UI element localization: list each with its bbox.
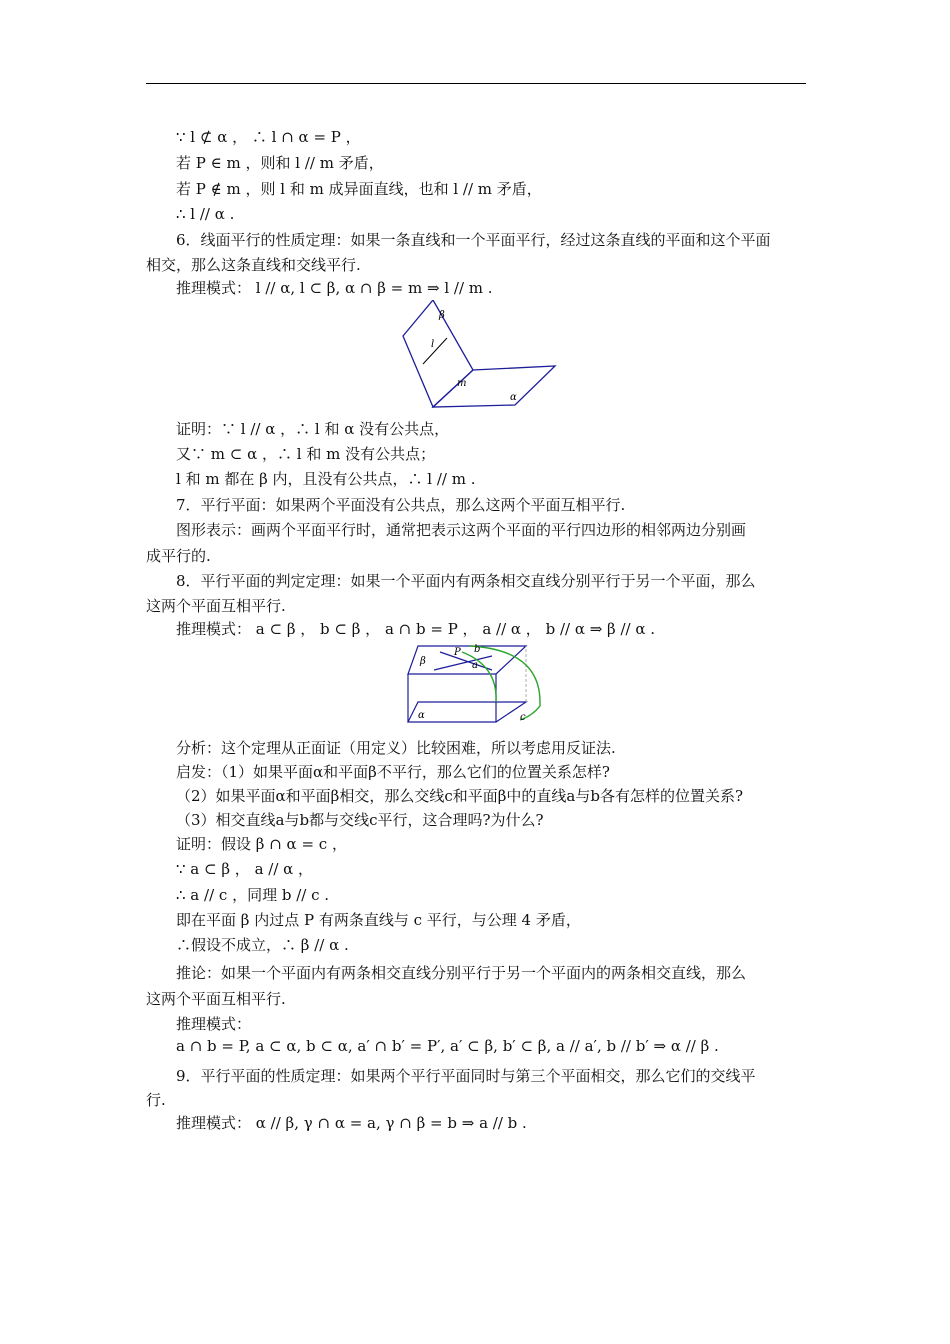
text-line-30: 9．平行平面的性质定理：如果两个平行平面同时与第三个平面相交，那么它们的交线平 xyxy=(176,1067,756,1085)
text-line-2: 若 P ∈ m ，则和 l // m 矛盾， xyxy=(176,154,384,172)
text-line-32: 推理模式： α // β, γ ∩ α = a, γ ∩ β = b ⇒ a // b . xyxy=(176,1114,527,1132)
text-line-31: 行. xyxy=(146,1091,166,1109)
text-line-22: ∵ a ⊂ β ， a // α ， xyxy=(176,860,314,878)
label-c: c xyxy=(520,712,526,723)
figure-plane-intersection xyxy=(395,300,565,412)
label-l: l xyxy=(431,339,435,350)
label-b: b xyxy=(474,644,481,655)
text-line-27: 这两个平面互相平行. xyxy=(146,990,286,1008)
text-line-28: 推理模式： xyxy=(176,1015,252,1033)
text-line-23: ∴ a // c ，同理 b // c . xyxy=(176,886,330,904)
figure-parallel-planes xyxy=(400,640,550,726)
text-line-13: 成平行的. xyxy=(146,547,211,565)
header-rule xyxy=(146,83,806,84)
text-line-20: （3）相交直线a与b都与交线c平行，这合理吗?为什么? xyxy=(176,811,544,829)
text-line-29: a ∩ b = P, a ⊂ α, b ⊂ α, a′ ∩ b′ = P′, a′ ⊂ β, b′ ⊂ β, a // a′, b // b′ ⇒ α // β . xyxy=(176,1037,719,1055)
label-a: a xyxy=(472,660,478,671)
text-line-16: 推理模式： a ⊂ β ， b ⊂ β ， a ∩ b = P ， a // α ， b // α ⇒ β // α . xyxy=(176,620,656,638)
label-beta2: β xyxy=(420,656,426,667)
text-line-11: 7．平行平面：如果两个平面没有公共点，那么这两个平面互相平行. xyxy=(176,496,626,514)
label-m: m xyxy=(457,378,467,389)
label-alpha2: α xyxy=(418,710,425,721)
text-line-9: 又∵ m ⊂ α ，∴ l 和 m 没有公共点； xyxy=(176,445,436,463)
text-line-8: 证明：∵ l // α ，∴ l 和 α 没有公共点， xyxy=(176,420,450,438)
label-alpha: α xyxy=(510,392,517,403)
text-line-25: ∴假设不成立，∴ β // α . xyxy=(176,936,349,954)
text-line-21: 证明：假设 β ∩ α = c ， xyxy=(176,835,347,853)
text-line-10: l 和 m 都在 β 内，且没有公共点，∴ l // m . xyxy=(176,470,476,488)
text-line-24: 即在平面 β 内过点 P 有两条直线与 c 平行，与公理 4 矛盾， xyxy=(176,911,581,929)
text-line-26: 推论：如果一个平面内有两条相交直线分别平行于另一个平面内的两条相交直线，那么 xyxy=(176,964,747,982)
text-line-6: 相交，那么这条直线和交线平行. xyxy=(146,256,361,274)
text-line-4: ∴ l // α . xyxy=(176,205,235,223)
text-line-17: 分析：这个定理从正面证（用定义）比较困难，所以考虑用反证法. xyxy=(176,739,616,757)
label-beta: β xyxy=(439,310,445,321)
label-P: P xyxy=(454,647,461,658)
text-line-5: 6．线面平行的性质定理：如果一条直线和一个平面平行，经过这条直线的平面和这个平面 xyxy=(176,231,771,249)
text-line-3: 若 P ∉ m ，则 l 和 m 成异面直线，也和 l // m 矛盾， xyxy=(176,180,542,198)
text-line-12: 图形表示：画两个平面平行时，通常把表示这两个平面的平行四边形的相邻两边分别画 xyxy=(176,521,747,539)
text-line-7: 推理模式： l // α, l ⊂ β, α ∩ β = m ⇒ l // m . xyxy=(176,279,493,297)
text-line-14: 8．平行平面的判定定理：如果一个平面内有两条相交直线分别平行于另一个平面，那么 xyxy=(176,572,756,590)
text-line-15: 这两个平面互相平行. xyxy=(146,597,286,615)
text-line-19: （2）如果平面α和平面β相交，那么交线c和平面β中的直线a与b各有怎样的位置关系? xyxy=(176,787,744,805)
text-line-18: 启发：（1）如果平面α和平面β不平行，那么它们的位置关系怎样? xyxy=(176,763,610,781)
text-line-1: ∵ l ⊄ α ， ∴ l ∩ α = P ， xyxy=(176,128,361,146)
